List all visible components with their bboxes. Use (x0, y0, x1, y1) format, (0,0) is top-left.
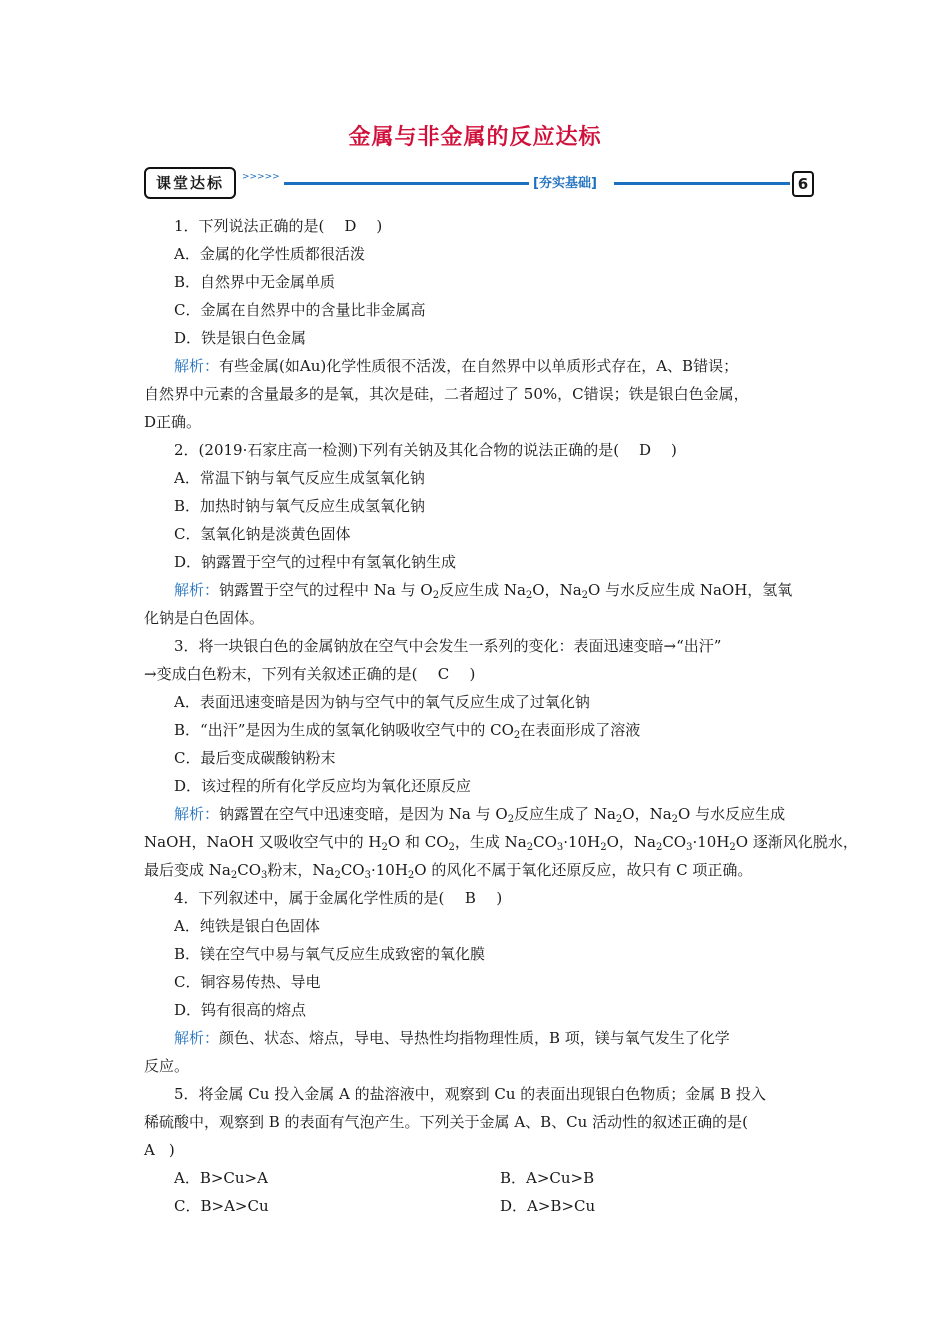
q3-stem-1: 3．将一块银白色的金属钠放在空气中会发生一系列的变化：表面迅速变暗→“出汗” (174, 637, 722, 655)
q4-analysis-label: 解析： (174, 1029, 220, 1047)
q1-answer: D (344, 217, 357, 235)
q5-stem-2: 稀硫酸中，观察到 B 的表面有气泡产生。下列关于金属 A、B、Cu 活动性的叙述正确的是( (144, 1113, 748, 1131)
q4-option-d: D．钨有很高的熔点 (174, 1001, 307, 1019)
q2-option-c: C．氢氧化钠是淡黄色固体 (174, 525, 351, 543)
q5-option-a: A．B>Cu>A (174, 1169, 268, 1187)
q4-answer: B (464, 889, 476, 907)
q2-stem: 2．(2019·石家庄高一检测)下列有关钠及其化合物的说法正确的是( D ) (174, 436, 854, 464)
q3-option-a: A．表面迅速变暗是因为钠与空气中的氧气反应生成了过氧化钠 (174, 693, 590, 711)
q5-stem-3: A ) (144, 1136, 824, 1164)
q1-option-a: A．金属的化学性质都很活泼 (174, 245, 365, 263)
page-title: 金属与非金属的反应达标 (348, 125, 602, 150)
q1-analysis-label: 解析： (174, 357, 220, 375)
q5-stem-1: 5．将金属 Cu 投入金属 A 的盐溶液中，观察到 Cu 的表面出现银白色物质；金属 B 投入 (174, 1085, 766, 1103)
q1-option-c: C．金属在自然界中的含量比非金属高 (174, 301, 426, 319)
q3-option-d: D．该过程的所有化学反应均为氧化还原反应 (174, 777, 472, 795)
q2-analysis-1: 解析：钠露置于空气的过程中 Na 与 $O_2$反应生成 $Na_2O$，$Na_2O$ 与水反应生成 NaOH，氢氧 (174, 581, 793, 601)
q3-analysis-label: 解析： (174, 805, 220, 823)
q1-analysis-1: 解析：有些金属(如Au)化学性质很不活泼，在自然界中以单质形式存在，A、B错误； (174, 357, 739, 375)
banner-line-right (614, 182, 790, 185)
q3-option-c: C．最后变成碳酸钠粉末 (174, 749, 336, 767)
q5-option-d: D．A>B>Cu (500, 1197, 596, 1215)
q3-option-b: B．“出汗”是因为生成的氢氧化钠吸收空气中的 $CO_2$在表面形成了溶液 (174, 721, 641, 741)
q3-analysis-1: 解析：钠露置在空气中迅速变暗，是因为 Na 与 $O_2$反应生成了 $Na_2O$，$Na_2O$ 与水反应生成 (174, 805, 786, 825)
q3-stem-2: →变成白色粉末，下列有关叙述正确的是( C ) (144, 660, 824, 688)
q5-option-b: B．A>Cu>B (500, 1169, 595, 1187)
q1-analysis-2: 自然界中元素的含量最多的是氧，其次是硅，二者超过了 50%，C错误；铁是银白色金属， (144, 385, 749, 403)
q1-stem: 1．下列说法正确的是( D ) (174, 212, 854, 240)
banner-arrows: >>>>> (242, 172, 280, 182)
banner-line-left (284, 182, 529, 185)
section-banner (144, 165, 814, 199)
q2-answer: D (639, 441, 652, 459)
q4-stem: 4．下列叙述中，属于金属化学性质的是( B ) (174, 884, 854, 912)
q2-option-d: D．钠露置于空气的过程中有氢氧化钠生成 (174, 553, 457, 571)
banner-subtitle: [夯实基础] (531, 172, 599, 191)
q4-analysis-1: 解析：颜色、状态、熔点，导电、导热性均指物理性质，B 项，镁与氧气发生了化学 (174, 1029, 730, 1047)
q5-option-c: C．B>A>Cu (174, 1197, 269, 1215)
q2-option-b: B．加热时钠与氧气反应生成氢氧化钠 (174, 497, 426, 515)
q1-analysis-3: D正确。 (144, 413, 202, 431)
banner-tag: 课堂达标 (144, 167, 236, 199)
q3-answer: C (437, 665, 450, 683)
q2-analysis-label: 解析： (174, 581, 220, 599)
q4-option-c: C．铜容易传热、导电 (174, 973, 321, 991)
q3-analysis-3: 最后变成 $Na_2CO_3$粉末，$Na_2CO_3\cdot 10H_2O$ 的风化不属于氧化还原反应，故只有 C 项正确。 (144, 861, 753, 881)
q3-analysis-2: NaOH，NaOH 又吸收空气中的 $H_2O$ 和 $CO_2$，生成 $Na_2CO_3\cdot 10H_2O$，$Na_2CO_3\cdot 10H_2O$ 逐渐风化脱水， (144, 833, 858, 853)
q1-option-d: D．铁是银白色金属 (174, 329, 307, 347)
banner-number: 6 (792, 171, 814, 197)
q4-option-a: A．纯铁是银白色固体 (174, 917, 320, 935)
q1-option-b: B．自然界中无金属单质 (174, 273, 336, 291)
q4-analysis-2: 反应。 (144, 1057, 190, 1075)
q4-option-b: B．镁在空气中易与氧气反应生成致密的氧化膜 (174, 945, 486, 963)
q2-option-a: A．常温下钠与氧气反应生成氢氧化钠 (174, 469, 425, 487)
q5-answer: A (144, 1141, 155, 1159)
q2-analysis-2: 化钠是白色固体。 (144, 609, 265, 627)
